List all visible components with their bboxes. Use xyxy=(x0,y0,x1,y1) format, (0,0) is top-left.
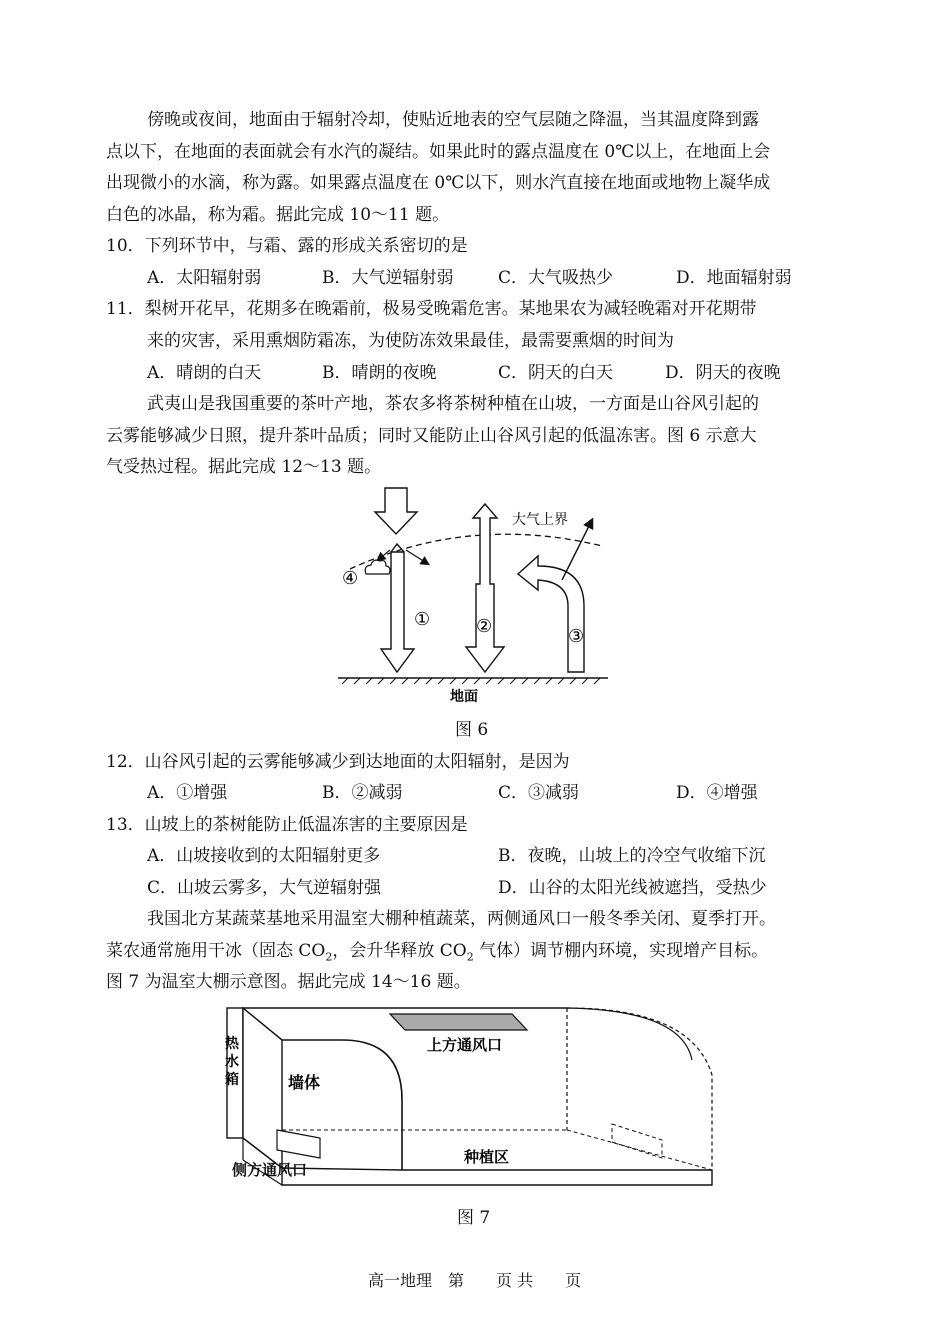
water-tank-label-3: 箱 xyxy=(225,1072,239,1088)
q12-stem: 12．山谷风引起的云雾能够减少到达地面的太阳辐射，是因为 xyxy=(106,752,570,772)
q11-option-c: C．阴天的白天 xyxy=(498,363,614,383)
water-tank-label-1: 热 xyxy=(225,1036,239,1052)
passage2-line-2: 云雾能够减少日照，提升茶叶品质；同时又能防止山谷风引起的低温冻害。图 6 示意大 xyxy=(106,426,757,446)
q11-option-d: D．阴天的夜晚 xyxy=(665,363,781,383)
q10-option-c: C．大气吸热少 xyxy=(498,268,614,288)
water-tank-label-2: 水 xyxy=(225,1054,239,1070)
q12-option-a: A．①增强 xyxy=(147,783,228,803)
passage2-line-1: 武夷山是我国重要的茶叶产地，茶农多将茶树种植在山坡，一方面是山谷风引起的 xyxy=(147,394,759,414)
passage1-line-3: 出现微小的水滴，称为露。如果露点温度在 0℃以下，则水汽直接在地面或地物上凝华成 xyxy=(106,173,771,193)
top-vent xyxy=(390,1014,527,1030)
q12-option-b: B．②减弱 xyxy=(322,783,403,803)
passage1-line-1: 傍晚或夜间，地面由于辐射冷却，使贴近地表的空气层随之降温，当其温度降到露 xyxy=(147,110,759,130)
top-vent-label: 上方通风口 xyxy=(427,1036,503,1054)
marker-1: ① xyxy=(414,609,431,630)
marker-4: ④ xyxy=(342,568,359,589)
q11-stem-1: 11．梨树开花早，花期多在晚霜前，极易受晚霜危害。某地果农为减轻晚霜对开花期带 xyxy=(106,299,757,319)
marker-2: ② xyxy=(476,616,493,637)
cloud-icon xyxy=(365,560,390,574)
q13-option-a: A．山坡接收到的太阳辐射更多 xyxy=(147,846,381,866)
side-vent-right xyxy=(612,1124,662,1158)
figure-6-diagram xyxy=(330,484,620,709)
q11-option-b: B．晴朗的夜晚 xyxy=(322,363,437,383)
q13-option-b: B．夜晚，山坡上的冷空气收缩下沉 xyxy=(498,846,766,866)
passage3-line-1: 我国北方某蔬菜基地采用温室大棚种植蔬菜，两侧通风口一般冬季关闭、夏季打开。 xyxy=(147,909,776,929)
passage3-line-2: 菜农通常施用干冰（固态 $CO_2$，会升华释放 $CO_2$ 气体）调节棚内环境，实现增产目标。 xyxy=(106,941,769,964)
left-wall xyxy=(243,1008,282,1168)
arrow-2-ground-and-atmosphere xyxy=(466,504,504,672)
q10-option-b: B．大气逆辐射弱 xyxy=(322,268,454,288)
q12-option-c: C．③减弱 xyxy=(498,783,580,803)
passage1-line-2: 点以下，在地面的表面就会有水汽的凝结。如果此时的露点温度在 0℃以上，在地面上会 xyxy=(106,142,771,162)
q11-stem-2: 来的灾害，采用熏烟防霜冻，为使防冻效果最佳，最需要熏烟的时间为 xyxy=(147,331,674,351)
floor xyxy=(282,1168,712,1185)
passage1-line-4: 白色的冰晶，称为霜。据此完成 10～11 题。 xyxy=(106,205,450,225)
side-vent-label: 侧方通风口 xyxy=(232,1161,308,1179)
q11-option-a: A．晴朗的白天 xyxy=(147,363,262,383)
q10-stem: 10．下列环节中，与霜、露的形成关系密切的是 xyxy=(106,236,468,256)
ground-label: 地面 xyxy=(450,689,478,705)
side-vent-left xyxy=(277,1130,320,1158)
planting-area-label: 种植区 xyxy=(464,1148,510,1166)
incoming-solar-arrow xyxy=(375,488,417,534)
passage2-line-3: 气受热过程。据此完成 12～13 题。 xyxy=(106,457,382,477)
front-arch xyxy=(342,1040,402,1170)
marker-3: ③ xyxy=(568,626,585,647)
q13-option-d: D．山谷的太阳光线被遮挡，受热少 xyxy=(498,878,767,898)
figure-7-caption: 图 7 xyxy=(457,1208,491,1228)
arrow-3-ground-radiation xyxy=(518,556,584,672)
page-footer: 高一地理 第 页 共 页 xyxy=(368,1271,582,1290)
atmosphere-top-label: 大气上界 xyxy=(512,512,568,528)
passage3-line-3: 图 7 为温室大棚示意图。据此完成 14～16 题。 xyxy=(106,972,471,992)
q12-option-d: D．④增强 xyxy=(676,783,758,803)
q10-option-d: D．地面辐射弱 xyxy=(676,268,792,288)
q13-stem: 13．山坡上的茶树能防止低温冻害的主要原因是 xyxy=(106,815,468,835)
q10-option-a: A．太阳辐射弱 xyxy=(147,268,262,288)
q13-option-c: C．山坡云雾多，大气逆辐射强 xyxy=(147,878,382,898)
figure-6-caption: 图 6 xyxy=(455,720,489,740)
wall-label: 墙体 xyxy=(288,1073,321,1092)
